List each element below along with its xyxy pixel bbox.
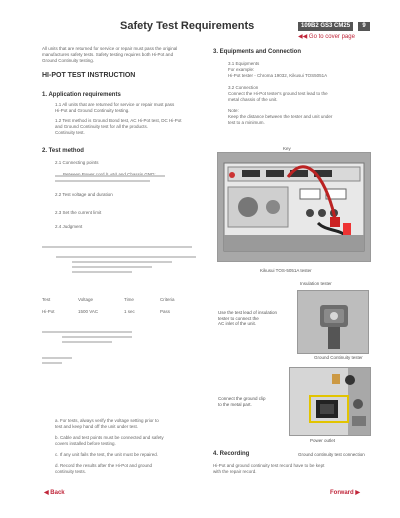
insulation-tester-photo — [297, 290, 369, 354]
back-label: Back — [50, 490, 65, 496]
table-extra-lines — [42, 325, 202, 367]
photo-2-label: Insulation tester — [300, 281, 332, 286]
cover-link-label: Go to cover page — [308, 34, 355, 40]
section-2-body: 2.1 Connecting points 2.2 Test voltage and duration 2.3 Set the current limit 2.4 Judgment — [55, 160, 113, 229]
page-number-badge: 9 — [358, 22, 370, 31]
section-2-title: 2. Test method — [42, 148, 84, 154]
right-arrow-icon: ▶ — [355, 490, 360, 496]
intro-text: All units that are returned for service or repair must pass the original manufactures safety tests. Safety testing requires both Hi-Pot and Ground Continuity testing. — [42, 46, 178, 63]
double-left-arrow-icon: ◀◀ — [298, 34, 308, 40]
left-arrow-icon: ◀ — [44, 490, 49, 496]
go-to-cover-link[interactable] — [298, 33, 355, 40]
section-3-title: 3. Equipments and Connection — [213, 49, 302, 55]
model-badge: 109B2 GS3 CM25 — [298, 22, 353, 31]
connector-illustration — [298, 291, 368, 353]
section-4-title: 4. Recording — [213, 451, 250, 457]
section-4-body: Hi-Pot and ground continuity test record have to be kept with the repair record. — [213, 463, 325, 474]
power-outlet-label: Power outlet — [310, 438, 336, 443]
forward-button[interactable] — [330, 489, 360, 496]
tester-illustration — [218, 153, 370, 261]
inlet-illustration — [290, 368, 370, 435]
hipot-tester-photo — [217, 152, 371, 262]
back-button[interactable] — [44, 489, 65, 496]
photo-3-caption: Ground continuity test connection — [298, 452, 365, 457]
test-table — [42, 297, 202, 315]
photo-2-note: Use the test lead of insulation tester to connect the AC inlet of the unit. — [218, 310, 278, 326]
section-1-title: 1. Application requirements — [42, 92, 121, 98]
section-3-body: 3.1 Equipments For example: Hi-Pot tester - Chroma 19032, Kikusui TOS5051A 3.2 Connection Connect the Hi-Pot tester's ground test lead to the metal chassis of the unit. Note: Keep the distance between the tester and unit under test to a minimum. — [228, 61, 333, 125]
page-title: Safety Test Requirements — [120, 20, 255, 32]
photo-1-caption: Kikusui TOS-5051A tester — [260, 268, 312, 273]
forward-label: Forward — [330, 490, 354, 496]
table-row: Test Voltage Time Criteria — [42, 297, 175, 302]
table-row: Hi-Pot 1500 VAC 1 sec Pass — [42, 309, 171, 314]
photo-3-label: Ground Continuity tester — [314, 355, 363, 360]
section-1-body: 1.1 All units that are returned for service or repair must pass Hi-Pot and Ground Continuity testing. 1.2 Test method is Ground Bond test, AC Hi-Pot test, DC Hi-Pot and Ground Continuity test for all the products. Continuity test. — [55, 102, 182, 135]
bottom-notes: a. For tests, always verify the voltage setting prior to test and keep hand off the unit under test. b. Cable and test points must be connected and safety covers installed before testing. c. If any unit fails the test, the unit must be repaired. d. Record the results after the Hi-Pot and ground continuity tests. — [55, 418, 164, 474]
photo-1-label: Key — [283, 146, 291, 151]
ground-continuity-photo — [289, 367, 371, 436]
spec-lines — [42, 243, 192, 276]
photo-3-note: Connect the ground clip to the metal part. — [218, 396, 266, 407]
section-2-detail-lines — [55, 172, 175, 185]
hipot-heading: HI-POT TEST INSTRUCTION — [42, 72, 136, 79]
